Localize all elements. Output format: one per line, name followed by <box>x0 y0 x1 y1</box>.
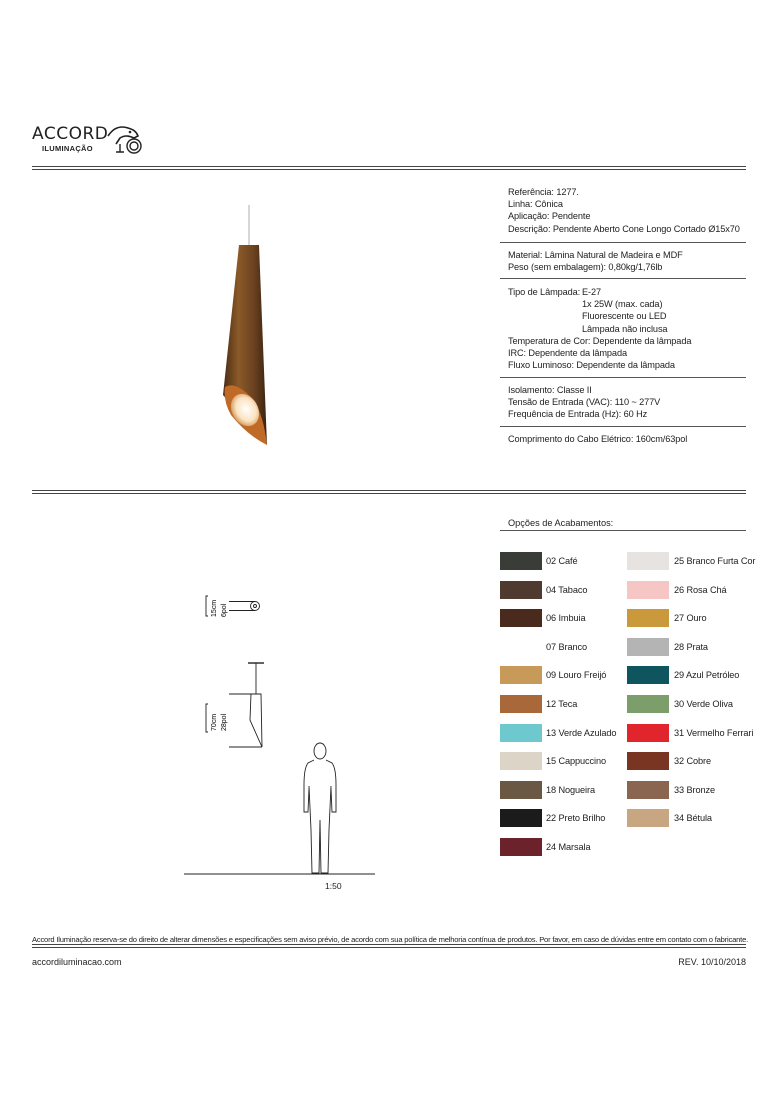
footer-revision: REV. 10/10/2018 <box>678 957 746 967</box>
brand-subtitle: ILUMINAÇÃO <box>42 144 93 153</box>
technical-drawing <box>180 590 380 895</box>
header-rule <box>32 166 746 170</box>
finish-swatch <box>627 695 669 713</box>
finish-swatch <box>627 581 669 599</box>
finish-swatch <box>627 724 669 742</box>
finish-swatch <box>500 752 542 770</box>
spec-material: Material: Lâmina Natural de Madeira e MDF <box>508 250 683 260</box>
finishes-divider <box>500 530 746 531</box>
finish-swatch <box>627 638 669 656</box>
dim-length-pol: 28pol <box>221 713 228 731</box>
finish-swatch <box>500 666 542 684</box>
spec-lamp-power: 1x 25W (max. cada) <box>582 299 663 310</box>
finish-label: 22 Preto Brilho <box>546 813 606 824</box>
spec-weight: Peso (sem embalagem): 0,80kg/1,76lb <box>508 262 663 273</box>
spec-frequency: Frequência de Entrada (Hz): 60 Hz <box>508 409 648 420</box>
finish-label: 24 Marsala <box>546 842 591 852</box>
finish-swatch <box>627 666 669 684</box>
finish-label: 12 Teca <box>546 699 578 709</box>
spec-lamp-socket: E-27 <box>582 287 602 297</box>
spec-flux: Fluxo Luminoso: Dependente da lâmpada <box>508 360 675 371</box>
dim-diameter-cm: 15cm <box>211 599 218 617</box>
spec-description: Descrição: Pendente Aberto Cone Longo Cortado Ø15x70 <box>508 223 740 234</box>
finish-swatch <box>500 724 542 742</box>
brand-logo <box>32 122 152 162</box>
finishes-title: Opções de Acabamentos: <box>508 518 614 528</box>
finish-swatch <box>627 609 669 627</box>
finish-swatch <box>500 809 542 827</box>
specs-electrical <box>508 384 746 421</box>
spec-application: Aplicação: Pendente <box>508 211 591 222</box>
finish-label: 32 Cobre <box>674 756 711 767</box>
footer-website: accordiluminacao.com <box>32 957 122 967</box>
footer-rule <box>32 944 746 948</box>
spec-divider <box>500 278 746 279</box>
finish-label: 25 Branco Furta Cor <box>674 556 756 566</box>
finish-swatch <box>500 695 542 713</box>
finish-swatch <box>500 638 542 656</box>
section-rule <box>32 490 746 494</box>
finish-swatch <box>500 609 542 627</box>
spec-voltage: Tensão de Entrada (VAC): 110 ~ 277V <box>508 397 661 408</box>
spec-cable-length: Comprimento do Cabo Elétrico: 160cm/63pol <box>508 434 688 444</box>
dim-diameter-pol: 6pol <box>221 603 228 617</box>
finish-label: 31 Vermelho Ferrari <box>674 727 754 738</box>
finish-label: 18 Nogueira <box>546 784 595 795</box>
finish-label: 04 Tabaco <box>546 584 588 595</box>
finish-label: 07 Branco <box>546 641 587 652</box>
brand-name: ACCORD <box>32 124 109 144</box>
human-silhouette-icon <box>304 743 336 873</box>
finish-swatch <box>627 809 669 827</box>
finish-swatch <box>500 581 542 599</box>
finish-label: 06 Imbuia <box>546 613 586 624</box>
spec-lamp-type: Fluorescente ou LED <box>582 311 667 322</box>
finish-label: 28 Prata <box>674 641 708 652</box>
specs-cable <box>508 433 746 445</box>
finish-swatch <box>627 752 669 770</box>
finish-label: 15 Cappuccino <box>546 756 606 767</box>
specs-general <box>508 186 746 235</box>
finish-swatch <box>627 781 669 799</box>
dim-length-cm: 70cm <box>211 713 218 731</box>
footer-disclaimer: Accord Iluminação reserva-se do direito de alterar dimensões e especificações sem aviso prévio, de acordo com sua política de melhoria contínua de produtos. Por favor, em caso de dúvidas entre em contato com o fabricante. <box>32 935 748 944</box>
finish-label: 09 Louro Freijó <box>546 670 607 681</box>
finish-label: 29 Azul Petróleo <box>674 670 740 681</box>
finish-label: 02 Café <box>546 556 578 566</box>
spec-divider <box>500 426 746 427</box>
finish-label: 33 Bronze <box>674 784 715 795</box>
drawing-scale: 1:50 <box>325 881 342 891</box>
finish-label: 30 Verde Oliva <box>674 699 733 709</box>
spec-divider <box>500 242 746 243</box>
side-view <box>206 663 264 747</box>
finish-swatch <box>627 552 669 570</box>
spec-lamp-note: Lâmpada não inclusa <box>582 323 668 334</box>
spec-irc: IRC: Dependente da lâmpada <box>508 348 627 358</box>
product-photo <box>215 205 275 450</box>
finish-label: 34 Bétula <box>674 813 712 824</box>
specs-material <box>508 249 746 273</box>
spec-insulation: Isolamento: Classe II <box>508 385 592 395</box>
chameleon-logo-icon <box>106 122 146 158</box>
finish-label: 27 Ouro <box>674 613 707 624</box>
spec-lamp-label: Tipo de Lâmpada: <box>508 287 581 297</box>
spec-line: Linha: Cônica <box>508 199 563 210</box>
specs-lamp <box>508 286 746 371</box>
finish-swatch <box>500 552 542 570</box>
spec-color-temp: Temperatura de Cor: Dependente da lâmpada <box>508 335 692 346</box>
finish-label: 13 Verde Azulado <box>546 727 617 738</box>
finish-label: 26 Rosa Chá <box>674 584 727 595</box>
spec-reference: Referência: 1277. <box>508 187 579 197</box>
finish-swatch <box>500 838 542 856</box>
finish-swatch <box>500 781 542 799</box>
spec-divider <box>500 377 746 378</box>
